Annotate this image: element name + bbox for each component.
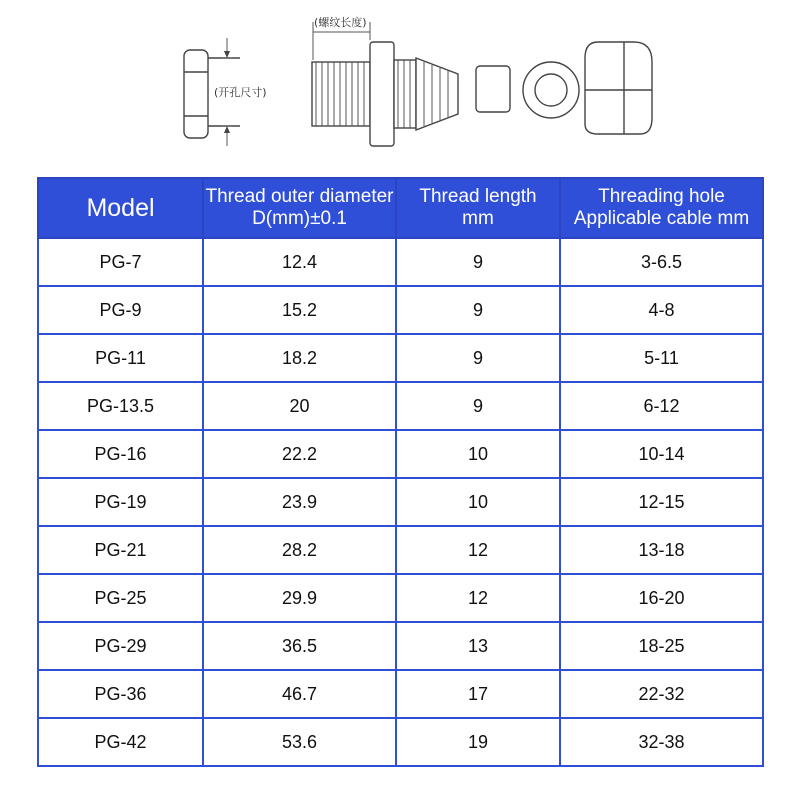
table-row bbox=[38, 526, 763, 574]
table-row bbox=[38, 478, 763, 526]
cell-model: PG-7 bbox=[38, 238, 203, 286]
cell-cable: 3-6.5 bbox=[560, 238, 763, 286]
header-row bbox=[38, 178, 763, 238]
spec-table bbox=[37, 177, 764, 767]
header-model: Model bbox=[38, 178, 203, 238]
lock-nut-shape bbox=[184, 50, 208, 138]
table-row bbox=[38, 286, 763, 334]
table-row bbox=[38, 670, 763, 718]
cell-diameter: 53.6 bbox=[203, 718, 396, 766]
cell-model: PG-13.5 bbox=[38, 382, 203, 430]
cell-diameter: 18.2 bbox=[203, 334, 396, 382]
hole-size-label: (开孔尺寸) bbox=[214, 86, 267, 99]
cable-gland-drawing bbox=[0, 0, 800, 175]
cell-model: PG-25 bbox=[38, 574, 203, 622]
cell-diameter: 28.2 bbox=[203, 526, 396, 574]
cell-cable: 10-14 bbox=[560, 430, 763, 478]
cell-model: PG-21 bbox=[38, 526, 203, 574]
cell-cable: 32-38 bbox=[560, 718, 763, 766]
header-length bbox=[396, 178, 560, 238]
cell-cable: 13-18 bbox=[560, 526, 763, 574]
cell-model: PG-9 bbox=[38, 286, 203, 334]
cable-gland-diagram bbox=[0, 0, 800, 175]
cell-diameter: 36.5 bbox=[203, 622, 396, 670]
header-length-line1: Thread length bbox=[419, 186, 537, 207]
cell-diameter: 23.9 bbox=[203, 478, 396, 526]
cell-cable: 6-12 bbox=[560, 382, 763, 430]
body-flange-shape bbox=[370, 42, 394, 146]
cell-length: 9 bbox=[396, 238, 560, 286]
header-cable bbox=[560, 178, 763, 238]
cell-cable: 18-25 bbox=[560, 622, 763, 670]
table-row bbox=[38, 334, 763, 382]
table-row bbox=[38, 622, 763, 670]
cell-diameter: 12.4 bbox=[203, 238, 396, 286]
cell-length: 9 bbox=[396, 334, 560, 382]
table-row bbox=[38, 238, 763, 286]
cell-length: 12 bbox=[396, 526, 560, 574]
cell-model: PG-29 bbox=[38, 622, 203, 670]
cell-cable: 5-11 bbox=[560, 334, 763, 382]
cell-length: 17 bbox=[396, 670, 560, 718]
table-row bbox=[38, 430, 763, 478]
cell-diameter: 22.2 bbox=[203, 430, 396, 478]
spec-table-header bbox=[38, 178, 763, 238]
cell-length: 19 bbox=[396, 718, 560, 766]
thread-length-label: (螺纹长度) bbox=[314, 16, 367, 29]
cell-cable: 4-8 bbox=[560, 286, 763, 334]
cell-length: 9 bbox=[396, 286, 560, 334]
cell-length: 10 bbox=[396, 430, 560, 478]
cell-diameter: 20 bbox=[203, 382, 396, 430]
spec-table-body bbox=[38, 238, 763, 766]
table-row bbox=[38, 382, 763, 430]
header-diameter-line1: Thread outer diameter bbox=[205, 186, 394, 207]
cell-diameter: 15.2 bbox=[203, 286, 396, 334]
header-cable-line1: Threading hole bbox=[598, 186, 725, 207]
cell-length: 10 bbox=[396, 478, 560, 526]
header-length-line2: mm bbox=[462, 208, 494, 229]
cell-length: 9 bbox=[396, 382, 560, 430]
cell-length: 12 bbox=[396, 574, 560, 622]
cell-length: 13 bbox=[396, 622, 560, 670]
cell-cable: 22-32 bbox=[560, 670, 763, 718]
header-cable-line2: Applicable cable mm bbox=[573, 208, 750, 229]
cell-model: PG-11 bbox=[38, 334, 203, 382]
cell-model: PG-16 bbox=[38, 430, 203, 478]
table-row bbox=[38, 574, 763, 622]
cap-nut-shape bbox=[585, 42, 652, 134]
cell-diameter: 29.9 bbox=[203, 574, 396, 622]
cell-model: PG-42 bbox=[38, 718, 203, 766]
cell-model: PG-36 bbox=[38, 670, 203, 718]
cell-model: PG-19 bbox=[38, 478, 203, 526]
thread-body-shape bbox=[312, 62, 370, 126]
table-row bbox=[38, 718, 763, 766]
header-diameter bbox=[203, 178, 396, 238]
cell-cable: 12-15 bbox=[560, 478, 763, 526]
cell-diameter: 46.7 bbox=[203, 670, 396, 718]
cell-cable: 16-20 bbox=[560, 574, 763, 622]
seal-insert-shape bbox=[476, 66, 510, 112]
header-diameter-line2: D(mm)±0.1 bbox=[252, 208, 347, 229]
